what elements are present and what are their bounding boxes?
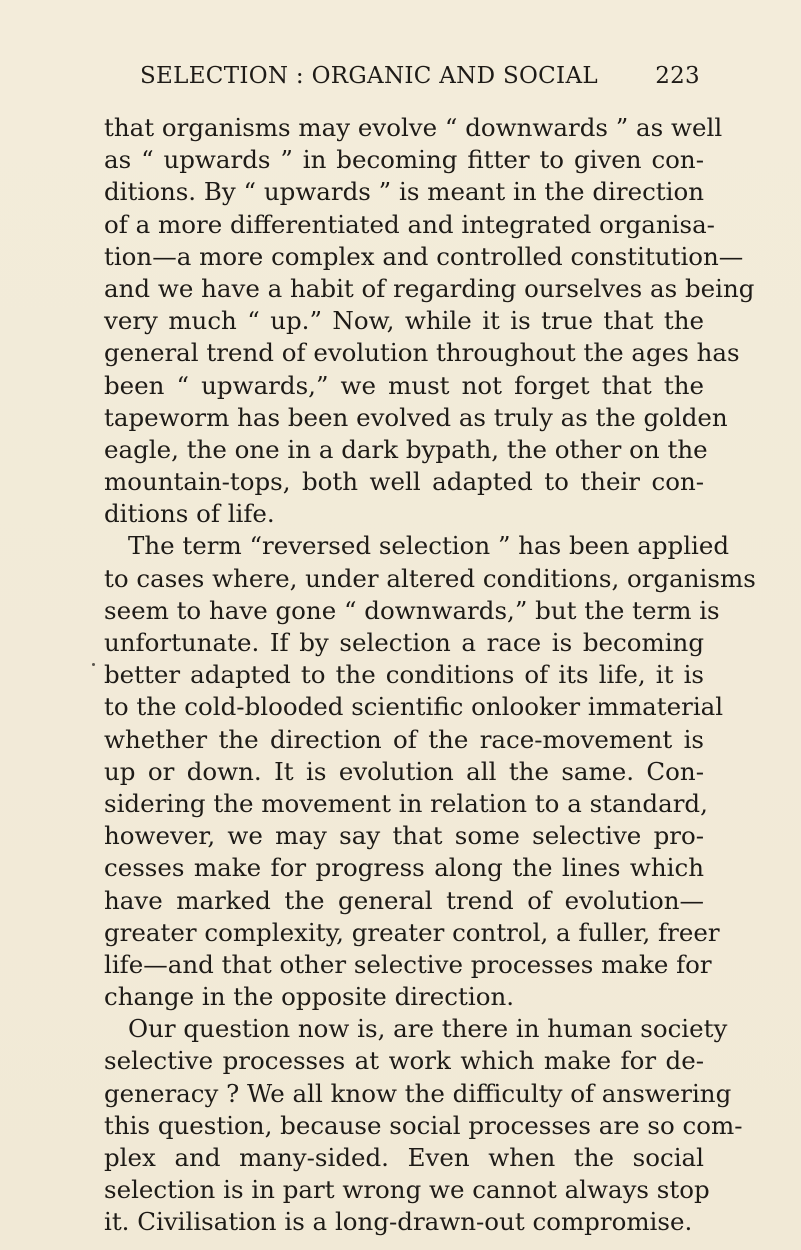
paragraph-end-line: ditions of life. (104, 499, 275, 529)
text-line: general trend of evolution throughout the ages has (104, 338, 740, 368)
text-line: and we have a habit of regarding ourselves as being (104, 273, 755, 303)
text-line: whether the direction of the race-movement is (104, 724, 704, 754)
text-line: tapeworm has been evolved as truly as the golden (104, 402, 728, 432)
text-line: eagle, the one in a dark bypath, the other on the (104, 434, 708, 464)
text-line: generacy ? We all know the difficulty of answering (104, 1078, 732, 1108)
page-number: 223 (655, 63, 700, 89)
text-line: of a more differentiated and integrated organisa- (104, 209, 715, 239)
text-line: up or down. It is evolution all the same. Con- (104, 756, 704, 786)
text-line: life—and that other selective processes make for (104, 949, 712, 979)
body-text (104, 112, 756, 1239)
text-line: selective processes at work which make for de- (104, 1046, 704, 1076)
margin-mark (92, 663, 95, 666)
text-line: been “ upwards,” we must not forget that the (104, 370, 704, 400)
text-line: seem to have gone “ downwards,” but the term is (104, 595, 720, 625)
text-line: ditions. By “ upwards ” is meant in the direction (104, 177, 704, 207)
text-line: greater complexity, greater control, a fuller, freer (104, 917, 720, 947)
text-line: cesses make for progress along the lines which (104, 853, 704, 883)
text-line: to cases where, under altered conditions, organisms (104, 563, 756, 593)
text-line: selection is in part wrong we cannot always stop (104, 1175, 710, 1205)
text-line: have marked the general trend of evolution— (104, 885, 704, 915)
text-line: sidering the movement in relation to a standard, (104, 788, 708, 818)
text-line: better adapted to the conditions of its life, it is (104, 660, 704, 690)
text-line: as “ upwards ” in becoming fitter to given con- (104, 145, 704, 175)
running-title: SELECTION : ORGANIC AND SOCIAL (140, 63, 598, 89)
paragraph-end-line: change in the opposite direction. (104, 982, 515, 1012)
text-line: mountain-tops, both well adapted to their con- (104, 467, 704, 497)
paragraph-start-line: Our question now is, are there in human society (128, 1014, 728, 1044)
text-line: tion—a more complex and controlled constitution— (104, 241, 744, 271)
paragraph-end-line: it. Civilisation is a long-drawn-out compromise. (104, 1207, 693, 1237)
text-line: that organisms may evolve “ downwards ” as well (104, 113, 723, 142)
text-line: this question, because social processes are so com- (104, 1110, 743, 1140)
paragraph-start-line: The term “reversed selection ” has been applied (128, 531, 730, 561)
text-line: however, we may say that some selective pro- (104, 821, 704, 851)
text-line: to the cold-blooded scientific onlooker immaterial (104, 692, 724, 722)
text-line: plex and many-sided. Even when the social (104, 1143, 704, 1172)
text-line: very much “ up.” Now, while it is true that the (104, 306, 704, 336)
text-line: unfortunate. If by selection a race is becoming (104, 628, 704, 657)
